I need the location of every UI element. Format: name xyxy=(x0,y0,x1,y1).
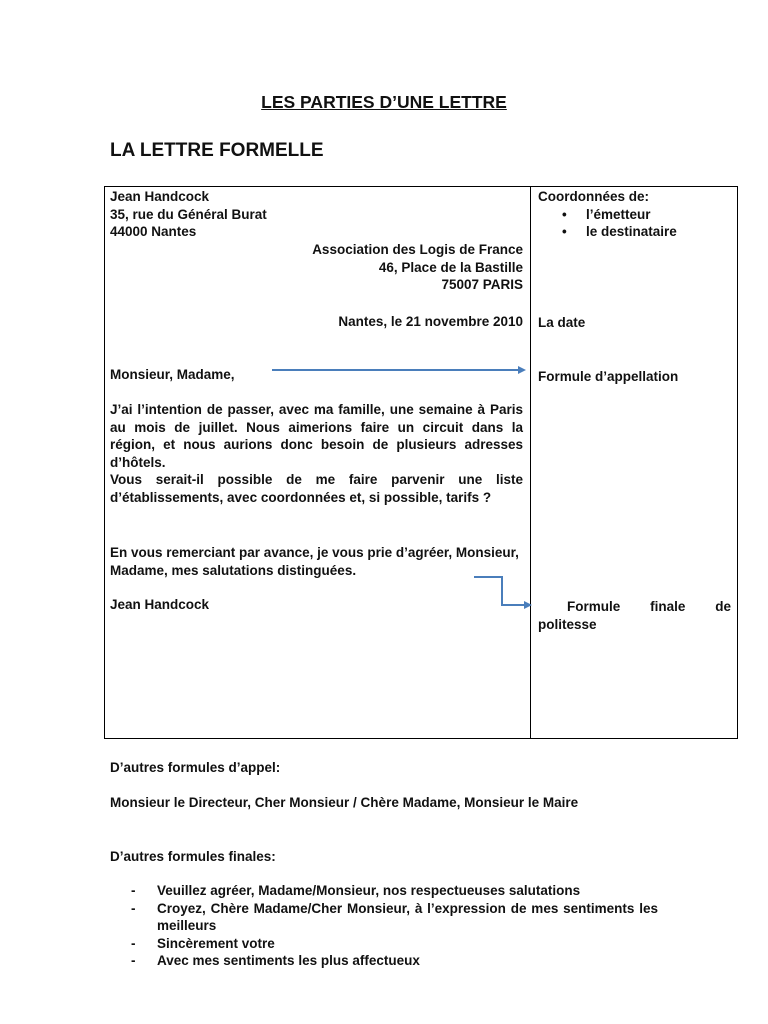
sender-name: Jean Handcock xyxy=(110,189,210,204)
bullet-icon: • xyxy=(562,224,567,239)
other-finales-title: D’autres formules finales: xyxy=(110,849,276,864)
list-item xyxy=(131,935,658,953)
list-item xyxy=(131,952,658,970)
final-formula-label: Formule finale de politesse xyxy=(538,599,731,632)
finale-item: Sincèrement votre xyxy=(157,935,275,951)
recipient-name: Association des Logis de France xyxy=(312,242,523,257)
salutation: Monsieur, Madame, xyxy=(110,367,235,382)
recipient-street: 46, Place de la Bastille xyxy=(378,259,523,275)
signature: Jean Handcock xyxy=(110,597,210,612)
list-item xyxy=(131,900,658,935)
dash-bullet: - xyxy=(131,935,136,951)
appellation-label: Formule d’appellation xyxy=(538,369,679,384)
final-formula-arrow-icon xyxy=(474,577,530,605)
letter-date: Nantes, le 21 novembre 2010 xyxy=(338,314,523,329)
finales-list xyxy=(131,882,658,970)
dash-bullet: - xyxy=(131,883,136,898)
date-label: La date xyxy=(538,315,586,330)
list-item xyxy=(131,882,658,900)
dash-bullet: - xyxy=(131,953,136,968)
dash-bullet: - xyxy=(131,900,136,916)
coordinates-label: Coordonnées de: xyxy=(538,189,650,204)
bullet-icon: • xyxy=(562,206,567,222)
closing-formula: En vous remerciant par avance, je vous prie d’agréer, Monsieur, Madame, mes salutations distinguées. xyxy=(110,545,519,578)
other-appel-text: Monsieur le Directeur, Cher Monsieur / Chère Madame, Monsieur le Maire xyxy=(110,795,579,810)
finale-item: Croyez, Chère Madame/Cher Monsieur, à l’expression de mes sentiments les meilleurs xyxy=(157,900,658,933)
body-paragraph-2: Vous serait-il possible de me faire parvenir une liste d’établissements, avec coordonnées et, si possible, tarifs ? xyxy=(110,472,523,505)
sender-city: 44000 Nantes xyxy=(110,224,197,239)
recipient-city: 75007 PARIS xyxy=(441,277,523,292)
finale-item: Veuillez agréer, Madame/Monsieur, nos respectueuses salutations xyxy=(157,883,581,898)
finale-item: Avec mes sentiments les plus affectueux xyxy=(157,953,420,968)
other-appel-title: D’autres formules d’appel: xyxy=(110,760,281,775)
page-title: LES PARTIES D’UNE LETTRE xyxy=(261,92,507,112)
section-title: LA LETTRE FORMELLE xyxy=(110,140,324,161)
sender-street: 35, rue du Général Burat xyxy=(110,206,267,222)
coordinates-item-recipient: le destinataire xyxy=(586,224,677,239)
coordinates-item-sender: l’émetteur xyxy=(586,206,651,222)
body-paragraph-1: J’ai l’intention de passer, avec ma famille, une semaine à Paris au mois de juillet. Nous aimerions faire un circuit dans la région, et nous aurions donc besoin de plusieurs adresses d’hôtels. xyxy=(110,402,523,470)
